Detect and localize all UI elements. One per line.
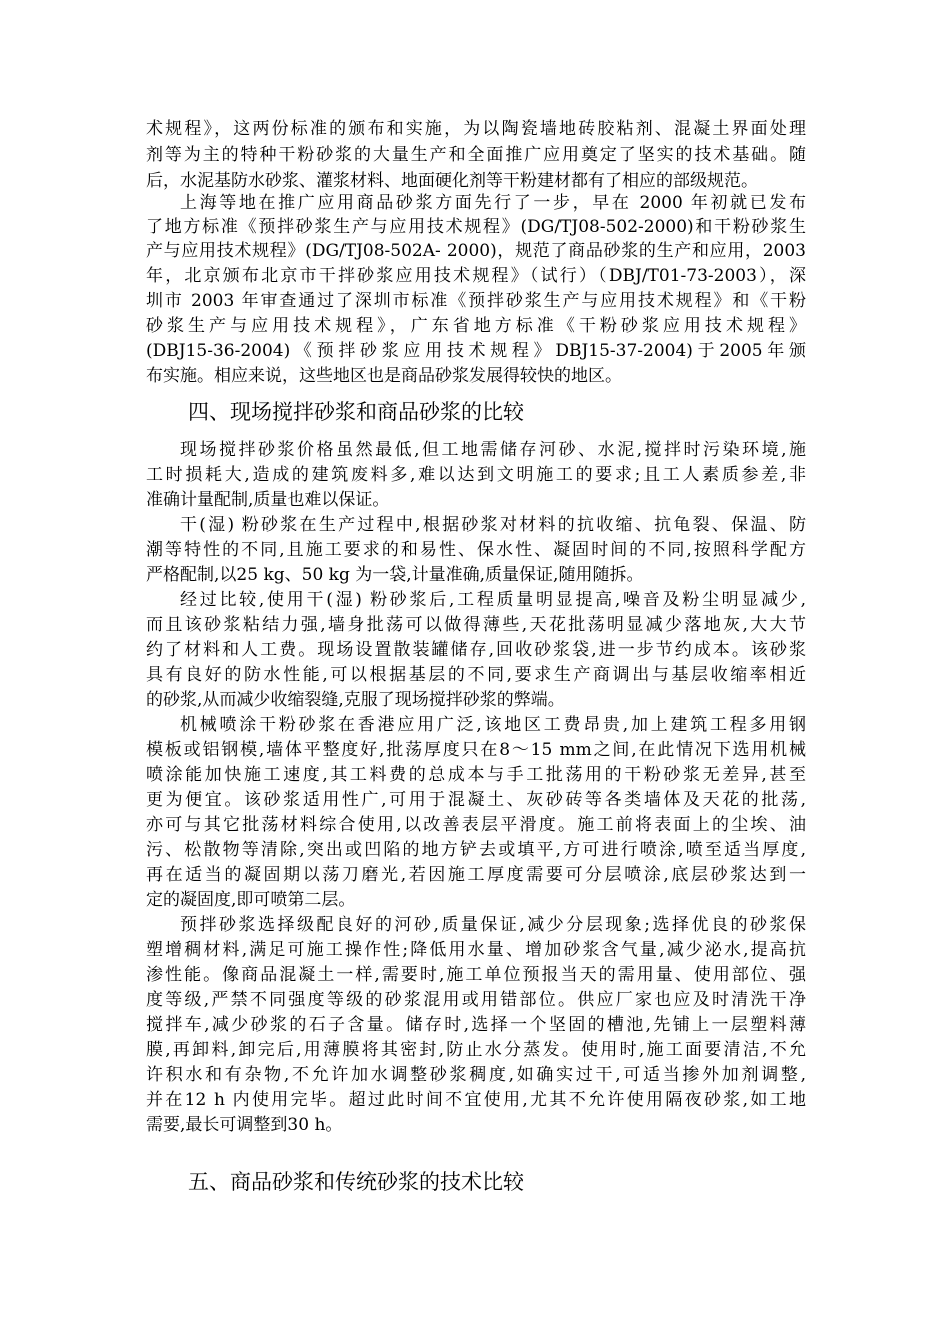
text-line: 并在12 h 内使用完毕。超过此时间不宜使用,尤其不允许使用隔夜砂浆,如工地 [146, 1090, 806, 1110]
text-line: 定的凝固度,即可喷第二层。 [146, 890, 356, 910]
text-line: 更为便宜。该砂浆适用性广,可用于混凝土、灰砂砖等各类墙体及天花的批荡, [146, 790, 806, 810]
text-line-segment: 后，水泥基防水砂浆、灌浆材料、地面硬化剂等干粉建材都有了相应的部级规范。 [146, 171, 758, 191]
text-line: 的砂浆,从而减少收缩裂缝,克服了现场搅拌砂浆的弊端。 [146, 690, 565, 710]
text-line: 而且该砂浆粘结力强,墙身批荡可以做得薄些,天花批荡明显减少落地灰,大大节 [146, 615, 806, 635]
text-line: 污、松散物等清除,突出或凹陷的地方铲去或填平,方可进行喷涂,喷至适当厚度, [146, 840, 806, 860]
text-line: 喷涂能加快施工速度,其工料费的总成本与手工批荡用的干粉砂浆无差异,甚至 [146, 765, 806, 785]
text-line: 机械喷涂干粉砂浆在香港应用广泛,该地区工费昂贵,加上建筑工程多用钢 [180, 715, 806, 735]
text-line: 工时损耗大,造成的建筑废料多,难以达到文明施工的要求;且工人素质参差,非 [146, 465, 806, 485]
text-line: (DBJ15-36-2004)《预拌砂浆应用技术规程》DBJ15-37-2004)于2005年颁 [146, 341, 806, 361]
text-line: 搅拌车,减少砂浆的石子含量。储存时,选择一个坚固的槽池,先铺上一层塑料薄 [146, 1015, 806, 1035]
text-line: 塑增稠材料,满足可施工操作性;降低用水量、增加砂浆含气量,减少泌水,提高抗 [146, 940, 806, 960]
section-heading: 五、商品砂浆和传统砂浆的技术比较 [188, 1170, 524, 1194]
text-line: 需要,最长可调整到30 h。 [146, 1115, 343, 1135]
text-line: 上海等地在推广应用商品砂浆方面先行了一步，早在 2000 年初就已发布 [180, 193, 806, 213]
text-line: 潮等特性的不同,且施工要求的和易性、保水性、凝固时间的不同,按照科学配方 [146, 540, 806, 560]
text-line: 亦可与其它批荡材料综合使用,以改善表层平滑度。施工前将表面上的尘埃、油 [146, 815, 806, 835]
text-line: 术规程》，这两份标准的颁布和实施，为以陶瓷墙地砖胶粘剂、混凝土界面处理 [146, 119, 806, 139]
text-line: 许积水和有杂物,不允许加水调整砂浆稠度,如确实过干,可适当掺外加剂调整, [146, 1065, 806, 1085]
text-line: 剂等为主的特种干粉砂浆的大量生产和全面推广应用奠定了坚实的技术基础。随 [146, 145, 806, 165]
text-line: 圳市 2003 年审查通过了深圳市标准《预拌砂浆生产与应用技术规程》和《干粉 [146, 291, 806, 311]
text-line: 了地方标准《预拌砂浆生产与应用技术规程》(DG/TJ08-502-2000)和干粉砂浆生 [146, 217, 806, 237]
text-line: 准确计量配制,质量也难以保证。 [146, 490, 390, 510]
text-line: 砂浆生产与应用技术规程》，广东省地方标准《干粉砂浆应用技术规程》 [146, 316, 806, 336]
text-line: 再在适当的凝固期以荡刀磨光,若因施工厚度需要可分层喷涂,底层砂浆达到一 [146, 865, 806, 885]
text-line: 膜,再卸料,卸完后,用薄膜将其密封,防止水分蒸发。使用时,施工面要清洁,不允 [146, 1040, 806, 1060]
text-line: 经过比较,使用干(湿) 粉砂浆后,工程质量明显提高,噪音及粉尘明显减少, [180, 590, 806, 610]
text-line: 干(湿) 粉砂浆在生产过程中,根据砂浆对材料的抗收缩、抗龟裂、保温、防 [180, 515, 806, 535]
text-line: 严格配制,以25 kg、50 kg 为一袋,计量准确,质量保证,随用随拆。 [146, 565, 644, 585]
text-line: 现场搅拌砂浆价格虽然最低,但工地需储存河砂、水泥,搅拌时污染环境,施 [180, 440, 806, 460]
text-line: 布实施。相应来说，这些地区也是商品砂浆发展得较快的地区。 [146, 366, 622, 386]
text-line: 约了材料和人工费。现场设置散装罐储存,回收砂浆袋,进一步节约成本。该砂浆 [146, 640, 806, 660]
text-line [146, 169, 806, 193]
text-line: 年，北京颁布北京市干拌砂浆应用技术规程》（试行）（DBJ/T01-73-2003），深 [146, 266, 806, 286]
section-heading: 四、现场搅拌砂浆和商品砂浆的比较 [188, 400, 524, 424]
text-line: 预拌砂浆选择级配良好的河砂,质量保证,减少分层现象;选择优良的砂浆保 [180, 915, 806, 935]
text-line: 具有良好的防水性能,可以根据基层的不同,要求生产商调出与基层收缩率相近 [146, 665, 806, 685]
text-line: 模板或铝钢模,墙体平整度好,批荡厚度只在8～15 mm之间,在此情况下选用机械 [146, 740, 806, 760]
text-line: 度等级,严禁不同强度等级的砂浆混用或用错部位。供应厂家也应及时清洗干净 [146, 990, 806, 1010]
text-line: 渗性能。像商品混凝土一样,需要时,施工单位预报当天的需用量、使用部位、强 [146, 965, 806, 985]
text-line: 产与应用技术规程》(DG/TJ08-502A- 2000)，规范了商品砂浆的生产和应用，2003 [146, 241, 806, 261]
